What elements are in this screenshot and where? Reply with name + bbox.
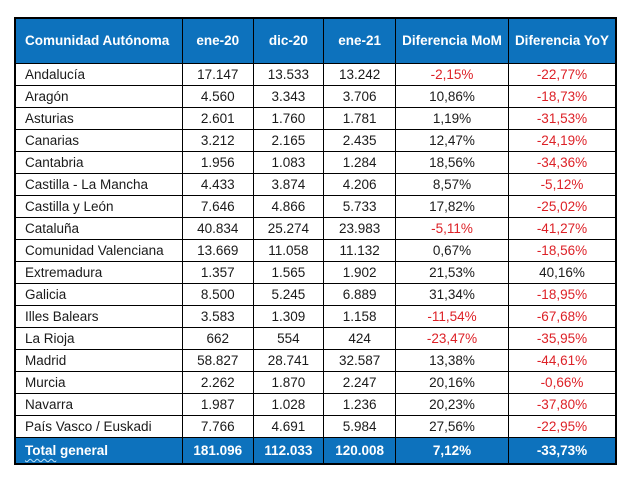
value-cell: 20,23%	[396, 394, 509, 416]
value-cell: -25,02%	[508, 196, 616, 218]
value-cell: 662	[182, 328, 253, 350]
value-cell: 1.083	[253, 152, 323, 174]
total-dic-20: 112.033	[253, 438, 323, 465]
value-cell: 4.691	[253, 416, 323, 438]
column-header-diferencia-yoy: Diferencia YoY	[508, 18, 616, 64]
value-cell: 424	[324, 328, 396, 350]
value-cell: 12,47%	[396, 130, 509, 152]
table-footer	[15, 438, 616, 465]
value-cell: 25.274	[253, 218, 323, 240]
value-cell: 2.435	[324, 130, 396, 152]
value-cell: 21,53%	[396, 262, 509, 284]
value-cell: -18,73%	[508, 86, 616, 108]
region-cell: Extremadura	[15, 262, 182, 284]
table-row	[15, 218, 616, 240]
table-row	[15, 416, 616, 438]
region-cell: Madrid	[15, 350, 182, 372]
table-row	[15, 394, 616, 416]
region-cell: Canarias	[15, 130, 182, 152]
value-cell: 8,57%	[396, 174, 509, 196]
value-cell: -5,12%	[508, 174, 616, 196]
value-cell: 17.147	[182, 64, 253, 86]
value-cell: 1.956	[182, 152, 253, 174]
value-cell: 554	[253, 328, 323, 350]
value-cell: 40.834	[182, 218, 253, 240]
region-cell: Comunidad Valenciana	[15, 240, 182, 262]
table-header	[15, 18, 616, 64]
value-cell: 17,82%	[396, 196, 509, 218]
value-cell: 1.781	[324, 108, 396, 130]
value-cell: 32.587	[324, 350, 396, 372]
value-cell: 5.245	[253, 284, 323, 306]
value-cell: 1,19%	[396, 108, 509, 130]
value-cell: -2,15%	[396, 64, 509, 86]
value-cell: 1.565	[253, 262, 323, 284]
region-cell: Cantabria	[15, 152, 182, 174]
value-cell: 2.247	[324, 372, 396, 394]
value-cell: 1.309	[253, 306, 323, 328]
table-row	[15, 86, 616, 108]
value-cell: 8.500	[182, 284, 253, 306]
table-row	[15, 152, 616, 174]
total-label-cell	[15, 438, 182, 465]
region-cell: Cataluña	[15, 218, 182, 240]
table-row	[15, 174, 616, 196]
value-cell: 27,56%	[396, 416, 509, 438]
total-diferencia-yoy: -33,73%	[508, 438, 616, 465]
value-cell: 1.760	[253, 108, 323, 130]
column-header-dic-20: dic-20	[253, 18, 323, 64]
value-cell: 1.357	[182, 262, 253, 284]
region-cell: Navarra	[15, 394, 182, 416]
value-cell: 23.983	[324, 218, 396, 240]
value-cell: -31,53%	[508, 108, 616, 130]
region-cell: Galicia	[15, 284, 182, 306]
value-cell: 3.706	[324, 86, 396, 108]
total-ene-20: 181.096	[182, 438, 253, 465]
total-label-underlined: Total	[25, 443, 57, 458]
table-row	[15, 306, 616, 328]
column-header-ene-21: ene-21	[324, 18, 396, 64]
value-cell: 13.669	[182, 240, 253, 262]
value-cell: 3.583	[182, 306, 253, 328]
table-row	[15, 328, 616, 350]
table-row	[15, 240, 616, 262]
table-row	[15, 108, 616, 130]
value-cell: 7.766	[182, 416, 253, 438]
region-cell: País Vasco / Euskadi	[15, 416, 182, 438]
value-cell: 40,16%	[508, 262, 616, 284]
value-cell: 13.533	[253, 64, 323, 86]
value-cell: -44,61%	[508, 350, 616, 372]
value-cell: 2.601	[182, 108, 253, 130]
value-cell: 13.242	[324, 64, 396, 86]
value-cell: 4.560	[182, 86, 253, 108]
region-cell: Murcia	[15, 372, 182, 394]
value-cell: 4.433	[182, 174, 253, 196]
value-cell: 20,16%	[396, 372, 509, 394]
value-cell: 1.028	[253, 394, 323, 416]
value-cell: 4.206	[324, 174, 396, 196]
total-ene-21: 120.008	[324, 438, 396, 465]
table-row	[15, 350, 616, 372]
column-header-diferencia-mom: Diferencia MoM	[396, 18, 509, 64]
value-cell: 1.870	[253, 372, 323, 394]
total-row	[15, 438, 616, 465]
value-cell: 7.646	[182, 196, 253, 218]
value-cell: 3.212	[182, 130, 253, 152]
value-cell: 2.165	[253, 130, 323, 152]
value-cell: 5.984	[324, 416, 396, 438]
value-cell: -34,36%	[508, 152, 616, 174]
total-label-rest: general	[56, 443, 109, 458]
table-row	[15, 130, 616, 152]
value-cell: 3.343	[253, 86, 323, 108]
value-cell: -0,66%	[508, 372, 616, 394]
value-cell: 1.158	[324, 306, 396, 328]
value-cell: -67,68%	[508, 306, 616, 328]
value-cell: 1.987	[182, 394, 253, 416]
value-cell: 1.902	[324, 262, 396, 284]
total-diferencia-mom: 7,12%	[396, 438, 509, 465]
table-body	[15, 64, 616, 438]
table-row	[15, 196, 616, 218]
value-cell: 2.262	[182, 372, 253, 394]
region-cell: Castilla y León	[15, 196, 182, 218]
value-cell: -35,95%	[508, 328, 616, 350]
value-cell: 5.733	[324, 196, 396, 218]
region-cell: Castilla - La Mancha	[15, 174, 182, 196]
value-cell: 1.236	[324, 394, 396, 416]
value-cell: -23,47%	[396, 328, 509, 350]
table-row	[15, 372, 616, 394]
value-cell: -18,56%	[508, 240, 616, 262]
value-cell: 1.284	[324, 152, 396, 174]
value-cell: -22,77%	[508, 64, 616, 86]
value-cell: 11.058	[253, 240, 323, 262]
value-cell: -37,80%	[508, 394, 616, 416]
value-cell: 28.741	[253, 350, 323, 372]
region-cell: La Rioja	[15, 328, 182, 350]
value-cell: -24,19%	[508, 130, 616, 152]
table-row	[15, 284, 616, 306]
region-cell: Andalucía	[15, 64, 182, 86]
value-cell: 31,34%	[396, 284, 509, 306]
region-cell: Asturias	[15, 108, 182, 130]
value-cell: 6.889	[324, 284, 396, 306]
table-row	[15, 262, 616, 284]
value-cell: -41,27%	[508, 218, 616, 240]
value-cell: 58.827	[182, 350, 253, 372]
region-cell: Aragón	[15, 86, 182, 108]
column-header-ene-20: ene-20	[182, 18, 253, 64]
column-header-comunidad: Comunidad Autónoma	[15, 18, 182, 64]
regions-data-table	[14, 17, 617, 465]
value-cell: 18,56%	[396, 152, 509, 174]
value-cell: -18,95%	[508, 284, 616, 306]
value-cell: 11.132	[324, 240, 396, 262]
region-cell: Illes Balears	[15, 306, 182, 328]
value-cell: 4.866	[253, 196, 323, 218]
header-row	[15, 18, 616, 64]
value-cell: 13,38%	[396, 350, 509, 372]
table-row	[15, 64, 616, 86]
value-cell: -11,54%	[396, 306, 509, 328]
value-cell: -22,95%	[508, 416, 616, 438]
value-cell: 3.874	[253, 174, 323, 196]
value-cell: 0,67%	[396, 240, 509, 262]
value-cell: 10,86%	[396, 86, 509, 108]
value-cell: -5,11%	[396, 218, 509, 240]
